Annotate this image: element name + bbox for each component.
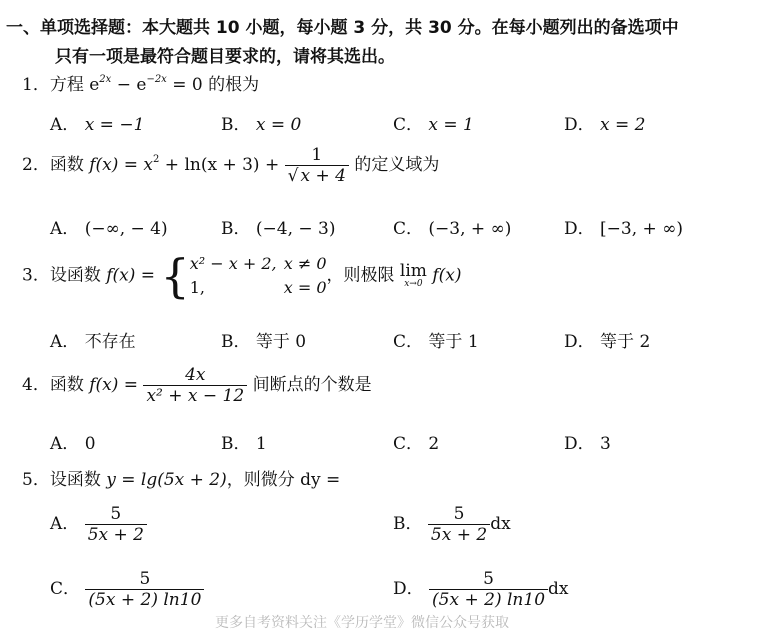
function-expression: y = lg(5x + 2) — [106, 470, 227, 490]
question-3-option-c[interactable]: C． 等于 1 — [393, 332, 479, 352]
stem-prefix: 函数 — [49, 155, 90, 175]
question-5-option-b[interactable]: B． $\frac{5}{5x + 2}$ dx — [393, 504, 511, 545]
stem-suffix: 的根为 — [202, 75, 260, 95]
question-2-option-a[interactable]: A． (−∞, − 4) — [50, 219, 168, 239]
question-5-option-a[interactable]: A． $\frac{5}{5x + 2}$ — [50, 504, 147, 545]
question-3-option-b[interactable]: B． 等于 0 — [221, 332, 307, 352]
fraction: $\frac{5}{5x + 2}$ — [428, 504, 490, 545]
question-5-stem — [22, 465, 340, 490]
fraction: $\frac{5}{(5x + 2) \ln 10}$ — [429, 569, 548, 610]
question-number: 2． — [22, 155, 50, 175]
question-4-option-a[interactable]: A． 0 — [50, 434, 96, 454]
question-1-option-c[interactable]: C． x = 1 — [393, 115, 474, 135]
question-5-option-d[interactable]: D． $\frac{5}{(5x + 2) \ln 10}$ dx — [393, 569, 569, 610]
fraction: $\frac{4x}{\text{x² + x − 12}}$ — [143, 365, 247, 406]
question-1-option-a[interactable]: A． x = −1 — [50, 115, 145, 135]
question-1-stem — [22, 70, 259, 95]
question-1-option-d[interactable]: D． x = 2 — [564, 115, 646, 135]
question-2-option-b[interactable]: B． (−4, − 3) — [221, 219, 336, 239]
stem-prefix: 方程 — [49, 75, 90, 95]
question-3-option-a[interactable]: A． 不存在 — [50, 332, 136, 352]
stem-prefix: 设函数 — [49, 470, 107, 490]
question-number: 3． — [22, 265, 50, 286]
question-5-option-c[interactable]: C． $\frac{5}{(5x + 2) \ln 10}$ — [50, 569, 204, 610]
question-2-option-d[interactable]: D． [−3, + ∞) — [564, 219, 683, 239]
limit-function: f(x) — [432, 265, 462, 286]
function-lhs: f(x) = — [106, 265, 161, 286]
stem-prefix: 函数 — [49, 375, 90, 395]
fraction: $\frac{1}{√ x + 4}$ — [285, 145, 349, 186]
question-4-option-b[interactable]: B． 1 — [221, 434, 267, 454]
section-title-line2: 只有一项是最符合题目要求的，请将其选出。 — [55, 47, 395, 67]
section-title-line1: 一、单项选择题：本大题共 10 小题，每小题 3 分，共 30 分。在每小题列出的备选项中 — [6, 18, 679, 38]
footer-watermark: 更多自考资料关注《学历学堂》微信公众号获取 — [215, 615, 509, 631]
equation: $e^{2x} - e^{-2x} = 0$ — [89, 74, 203, 95]
question-number: 1． — [22, 75, 50, 95]
stem-suffix: 间断点的个数是 — [247, 375, 372, 395]
question-number: 4． — [22, 375, 50, 395]
question-2-option-c[interactable]: C． (−3, + ∞) — [393, 219, 512, 239]
fraction: $\frac{5}{(5x + 2) \ln 10}$ — [85, 569, 204, 610]
stem-suffix: 的定义域为 — [348, 155, 440, 175]
question-2-stem — [22, 145, 439, 186]
question-1-option-b[interactable]: B． x = 0 — [221, 115, 302, 135]
question-4-option-c[interactable]: C． 2 — [393, 434, 440, 454]
piecewise-cases: x² − x + 2, x ≠ 0 1, x = 0 — [189, 254, 327, 297]
piecewise-brace: { — [160, 249, 190, 303]
stem-middle: ，则极限 — [326, 265, 400, 286]
limit: lim x→0 — [399, 261, 427, 289]
function-expression: $f(x) = x^2 + \ln(x + 3)$ + $\frac{1}{√ x + 4}$ — [89, 155, 349, 175]
question-number: 5． — [22, 470, 50, 490]
question-3-option-d[interactable]: D． 等于 2 — [564, 332, 651, 352]
fraction: $\frac{5}{5x + 2}$ — [85, 504, 147, 545]
function-expression: f(x) = $\frac{4x}{\text{x² + x − 12}}$ — [89, 375, 247, 395]
question-4-stem — [22, 365, 372, 406]
question-4-option-d[interactable]: D． 3 — [564, 434, 611, 454]
question-3-stem — [22, 249, 462, 303]
stem-prefix: 设函数 — [49, 265, 107, 286]
stem-suffix: ，则微分 dy = — [226, 470, 341, 490]
